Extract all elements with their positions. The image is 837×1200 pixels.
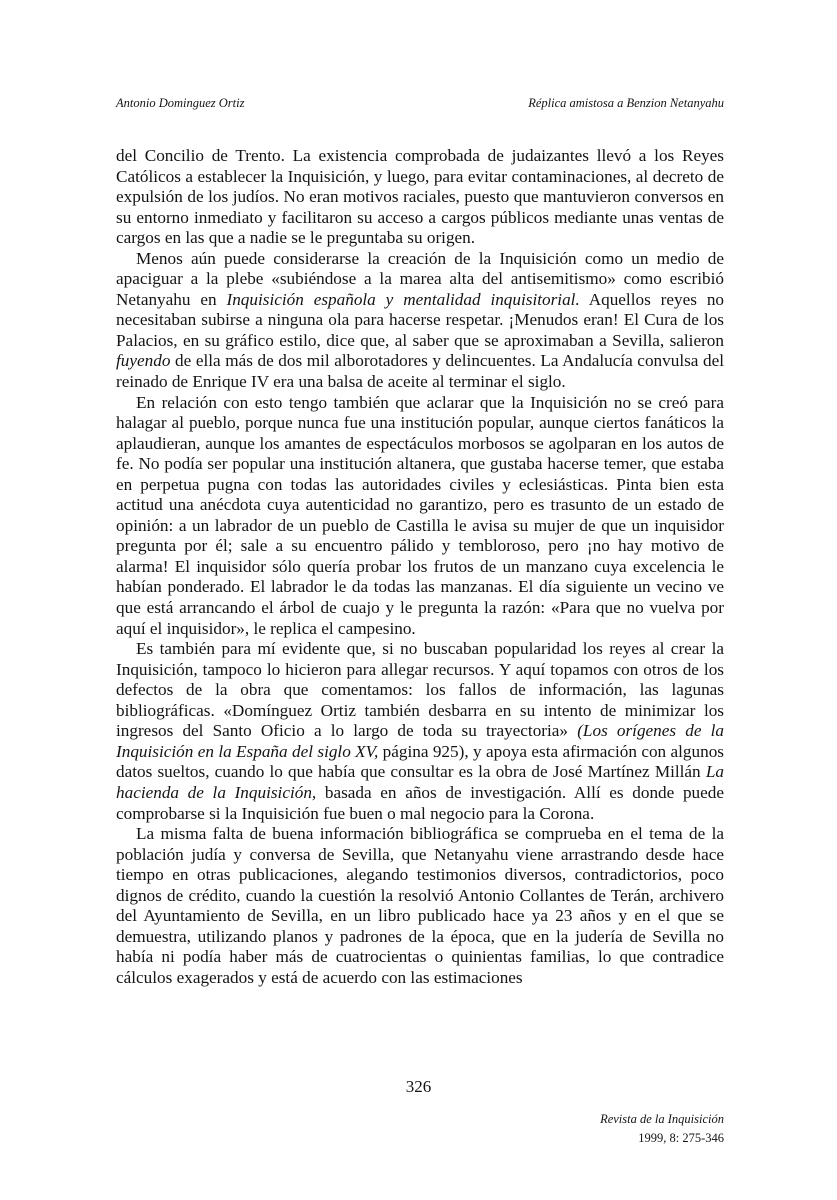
- running-head-author: Antonio Dominguez Ortiz: [116, 96, 245, 110]
- paragraph-text: del Concilio de Trento. La existencia comprobada de judaizantes llevó a los Reyes Católicos a establecer la Inquisición, y luego, para evitar contaminaciones, al decreto de expulsión de los judíos. No eran motivos raciales, puesto que mantuvieron conversos en su entorno inmediato y facilitaron su acceso a cargos públicos mediante unas ventas de cargos en las que a nadie se le preguntaba su origen.: [116, 146, 724, 248]
- paragraph-text: Aquellos reyes no necesitaban subirse a ninguna ola para hacerse respetar. ¡Menudos eran! El Cura de los Palacios, en su gráfico estilo, dice que, al saber que se aproximaban a Sevilla, salieron: [116, 289, 725, 350]
- body-text: [116, 146, 724, 988]
- paragraph-2: [116, 249, 724, 393]
- running-header: [116, 96, 724, 110]
- paragraph-text: de ella más de dos mil alborotadores y delincuentes. La Andalucía convulsa del reinado de Enrique IV era una balsa de aceite al terminar el siglo.: [116, 351, 724, 392]
- book-title-italic: La hacienda de la Inquisición,: [116, 762, 724, 802]
- journal-citation: [600, 1110, 724, 1148]
- citation-volume: 1999, 8: 275-346: [638, 1131, 724, 1145]
- running-head-title: Réplica amistosa a Benzion Netanyahu: [528, 96, 724, 110]
- paragraph-text: basada en años de investigación. Allí es donde puede comprobarse si la Inquisición fue buen o mal negocio para la Corona.: [116, 782, 724, 823]
- paragraph-text: La misma falta de buena información bibliográfica se comprueba en el tema de la población judía y conversa de Sevilla, que Netanyahu viene arrastrando desde hace tiempo en otras publicaciones, alegando testimonios diversos, contradictorios, poco dignos de crédito, cuando la cuestión la resolvió Antonio Collantes de Terán, archivero del Ayuntamiento de Sevilla, en un libro publicado hace ya 23 años y en el que se demuestra, utilizando planos y padrones de la época, que en la judería de Sevilla no había ni podía haber más de cuatrocientas o quinientas familias, lo que contradice cálculos exagerados y está de acuerdo con las estimaciones: [116, 824, 724, 987]
- paragraph-text: En relación con esto tengo también que aclarar que la Inquisición no se creó para halagar al pueblo, porque nunca fue una institución popular, aunque ciertos fanáticos la aplaudieran, aunque los amantes de espectáculos morbosos se agolparan en los autos de fe. No podía ser popular una institución altanera, que gustaba hacerse temer, que estaba en perpetua pugna con todas las autoridades civiles y eclesiásticas. Pinta bien esta actitud una anécdota cuya autenticidad no garantizo, pero es trasunto de un estado de opinión: a un labrador de un pueblo de Castilla le avisa su mujer de que un inquisidor pregunta por él; sale a su encuentro pálido y tembloroso, pero ¡no hay motivo de alarma! El inquisidor sólo quería probar los frutos de un manzano cuya excelencia le habían ponderado. El labrador le da todas las manzanas. El día siguiente un vecino ve que está arrancando el árbol de cuajo y le pregunta la razón: «Para que no vuelva por aquí el inquisidor», le replica el campesino.: [116, 392, 724, 638]
- paragraph-text: página 925), y apoya esta afirmación con algunos datos sueltos, cuando lo que había que consultar es la obra de José Martínez Millán: [116, 741, 724, 782]
- italic-word: fuyendo: [116, 351, 171, 371]
- page-number: 326: [405, 1077, 432, 1096]
- paragraph-1: [116, 146, 724, 249]
- book-title-italic: Inquisición española y mentalidad inquisitorial.: [226, 289, 580, 309]
- paragraph-3: [116, 393, 724, 640]
- paragraph-text: Menos aún puede considerarse la creación de la Inquisición como un medio de apaciguar a la plebe «subiéndose a la marea alta del antisemitismo» como escribió Netanyahu en: [116, 248, 724, 309]
- book-title-italic: (Los orígenes de la Inquisición en la España del siglo XV,: [116, 721, 724, 761]
- paragraph-4: [116, 639, 724, 824]
- paragraph-5: [116, 824, 724, 988]
- paragraph-text: Es también para mí evidente que, si no buscaban popularidad los reyes al crear la Inquisición, tampoco lo hicieron para allegar recursos. Y aquí topamos con otros de los defectos de la obra que comentamos: los fallos de información, las lagunas bibliográficas. «Domínguez Ortiz también desbarra en su intento de minimizar los ingresos del Santo Oficio a lo largo de toda su trayectoria»: [116, 639, 724, 741]
- journal-name: Revista de la Inquisición: [600, 1112, 724, 1126]
